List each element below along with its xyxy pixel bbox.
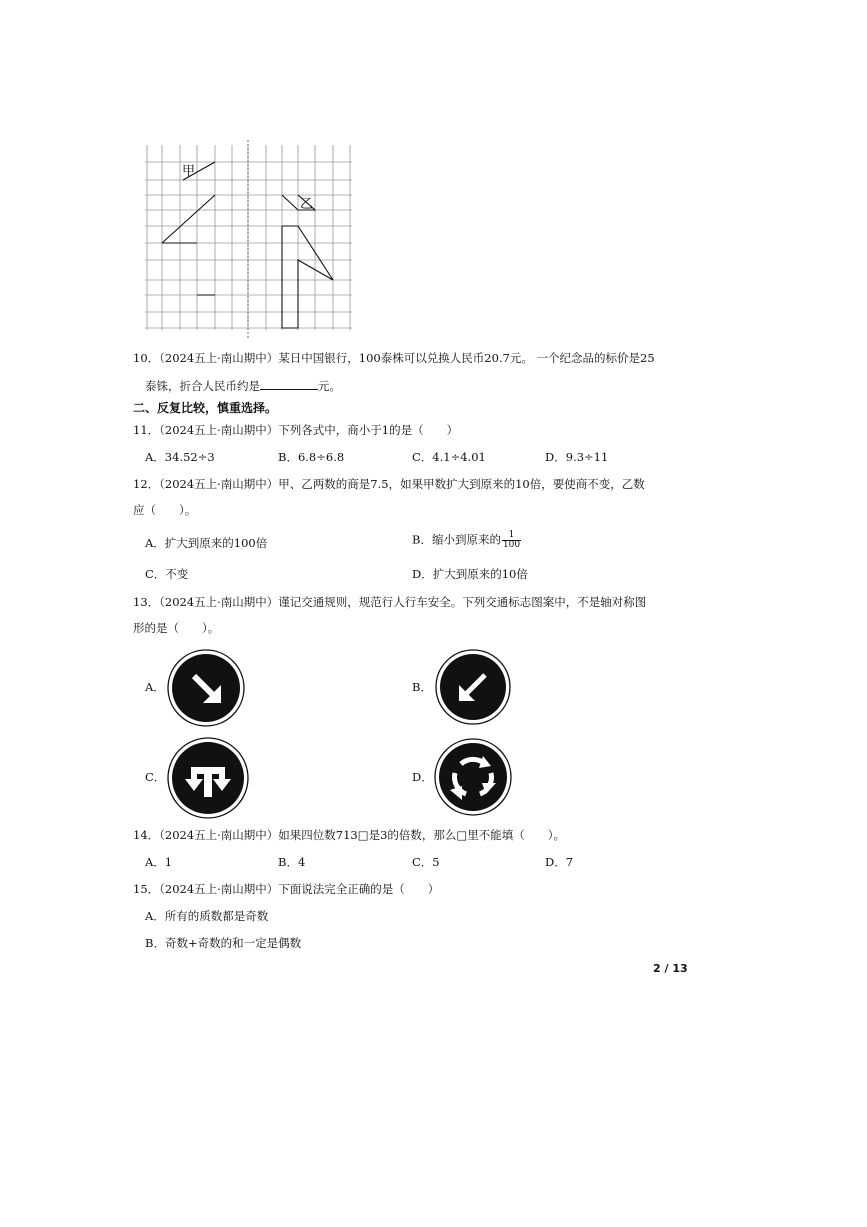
shape-jia [162,162,215,295]
q12-option-b[interactable] [412,531,521,550]
q11-option-b[interactable]: B．6.8÷6.8 [278,450,345,464]
q10-line2 [145,377,341,393]
turn-left-right-icon[interactable] [167,737,249,819]
q13-option-a-label[interactable]: A． [145,680,165,694]
q13-stem-line2: 形的是（ ）。 [133,621,220,635]
arrow-down-left-icon[interactable] [435,649,511,725]
q12-stem-line2: 应（ ）。 [133,503,197,517]
section2-title: 二、反复比较，慎重选择。 [133,401,278,415]
arrow-down-right-icon[interactable] [167,649,245,727]
q13-option-d-label[interactable]: D． [412,770,433,784]
grid-figure [140,140,355,340]
q14-option-a[interactable]: A．1 [145,855,173,869]
q13-stem-line1: 13．（2024五上·南山期中）谨记交通规则，规范行人行车安全。下列交通标志图案中，不是轴对称图 [133,595,647,609]
roundabout-icon[interactable] [434,738,512,816]
q15-stem: 15．（2024五上·南山期中）下面说法完全正确的是（ ） [133,882,440,896]
q10-line2-pre: 泰铢，折合人民币约是 [145,379,260,393]
label-jia: 甲 [182,164,196,179]
q11-option-d[interactable]: D．9.3÷11 [545,450,609,464]
page-number: 2 / 13 [653,962,688,975]
q14-option-d[interactable]: D．7 [545,855,574,869]
fraction-one-hundredth [502,531,521,550]
q15-option-b[interactable]: B．奇数+奇数的和一定是偶数 [145,936,302,950]
q12-option-b-text: B．缩小到原来的 [412,532,501,547]
fraction-denominator: 100 [502,540,521,550]
q13-option-c-label[interactable]: C． [145,770,166,784]
q15-option-a[interactable]: A．所有的质数都是奇数 [145,909,269,923]
q12-option-d[interactable]: D．扩大到原来的10倍 [412,567,528,581]
fraction-numerator: 1 [502,531,521,541]
q10-line1: 10．（2024五上·南山期中）某日中国银行，100泰株可以兑换人民币20.7元。 一个纪念品的标价是25 [133,351,655,365]
q14-option-b[interactable]: B．4 [278,855,306,869]
q12-option-a[interactable]: A．扩大到原来的100倍 [145,536,268,550]
q10-answer-blank[interactable] [260,377,318,390]
q11-option-c[interactable]: C．4.1÷4.01 [412,450,486,464]
label-yi: 乙 [300,197,314,212]
q11-stem: 11．（2024五上·南山期中）下列各式中，商小于1的是（ ） [133,423,459,437]
q12-option-c[interactable]: C．不变 [145,567,189,581]
shape-yi [282,195,333,328]
q10-line2-post: 元。 [318,379,341,393]
q11-option-a[interactable]: A．34.52÷3 [145,450,215,464]
q14-option-c[interactable]: C．5 [412,855,440,869]
q14-stem: 14．（2024五上·南山期中）如果四位数713□是3的倍数，那么□里不能填（ ）。 [133,828,566,842]
q12-stem-line1: 12．（2024五上·南山期中）甲、乙两数的商是7.5，如果甲数扩大到原来的10倍，要使商不变，乙数 [133,477,645,491]
q13-option-b-label[interactable]: B． [412,680,432,694]
